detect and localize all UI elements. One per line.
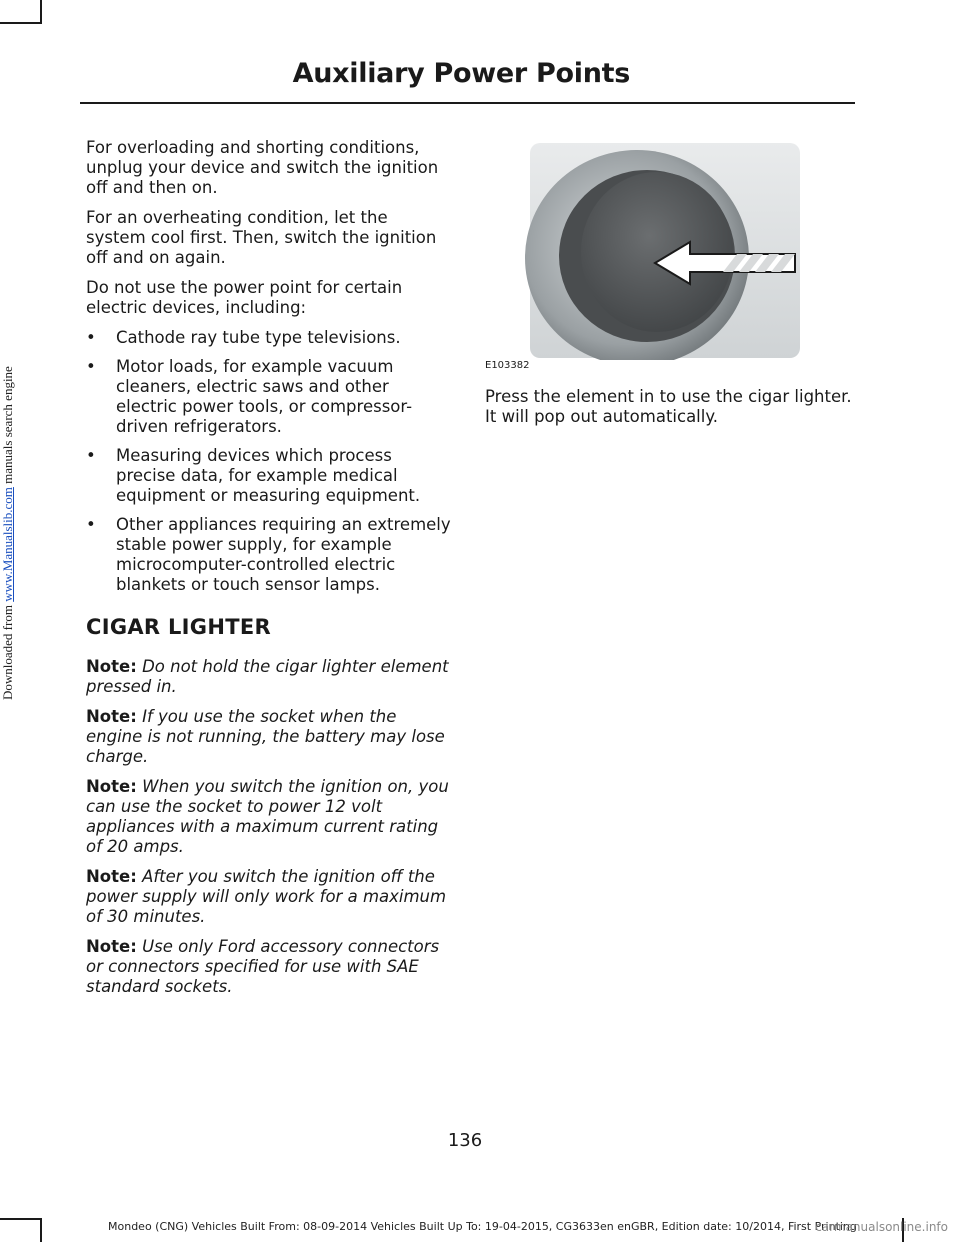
download-banner bbox=[0, 0, 16, 700]
footer-text: Mondeo (CNG) Vehicles Built From: 08-09-2014 Vehicles Built Up To: 19-04-2015, CG3633en enGBR, Edition date: 10/2014, First Printing bbox=[108, 1220, 857, 1233]
list-item-text: Motor loads, for example vacuum cleaners, electric saws and other electric power tools, or compressor-driven refrigerators. bbox=[116, 357, 413, 436]
left-column bbox=[86, 138, 451, 1007]
note-label: Note: bbox=[86, 937, 137, 956]
note-text: If you use the socket when the engine is not running, the battery may lose charge. bbox=[86, 707, 445, 766]
note-label: Note: bbox=[86, 657, 137, 676]
list-item-text: Cathode ray tube type televisions. bbox=[116, 328, 401, 347]
note-label: Note: bbox=[86, 777, 137, 796]
list-item bbox=[86, 446, 451, 506]
list-item-text: Other appliances requiring an extremely stable power supply, for example microcomputer-controlled electric blankets or touch sensor lamps. bbox=[116, 515, 451, 594]
note bbox=[86, 657, 451, 697]
figure-caption: Press the element in to use the cigar lighter. It will pop out automatically. bbox=[485, 387, 852, 426]
note-label: Note: bbox=[86, 867, 137, 886]
note bbox=[86, 867, 451, 927]
device-list bbox=[86, 328, 451, 595]
banner-suffix: manuals search engine bbox=[0, 366, 15, 488]
manualslib-link[interactable]: www.Manualslib.com bbox=[0, 487, 15, 602]
note-text: When you switch the ignition on, you can use the socket to power 12 volt appliances with a maximum current rating of 20 amps. bbox=[86, 777, 449, 856]
bullet: • bbox=[86, 357, 96, 376]
paragraph: Do not use the power point for certain electric devices, including: bbox=[86, 278, 403, 317]
note-text: After you switch the ignition off the power supply will only work for a maximum of 30 minutes. bbox=[86, 867, 447, 926]
cigar-lighter-figure bbox=[485, 138, 855, 375]
list-item bbox=[86, 328, 451, 348]
note bbox=[86, 937, 451, 997]
note bbox=[86, 707, 451, 767]
right-column bbox=[485, 138, 855, 437]
cigar-lighter-illustration bbox=[485, 138, 855, 360]
paragraph: For an overheating condition, let the system cool first. Then, switch the ignition off and on again. bbox=[86, 208, 437, 267]
banner-prefix: Downloaded from bbox=[0, 601, 15, 700]
note-text: Use only Ford accessory connectors or connectors specified for use with SAE standard sockets. bbox=[86, 937, 440, 996]
header-divider bbox=[80, 102, 855, 104]
note-label: Note: bbox=[86, 707, 137, 726]
list-item bbox=[86, 357, 451, 437]
crop-mark bbox=[0, 1218, 42, 1220]
bullet: • bbox=[86, 328, 96, 347]
bullet: • bbox=[86, 515, 96, 534]
note-text: Do not hold the cigar lighter element pressed in. bbox=[86, 657, 449, 696]
section-heading: CIGAR LIGHTER bbox=[86, 615, 271, 639]
bullet: • bbox=[86, 446, 96, 465]
paragraph: For overloading and shorting conditions, unplug your device and switch the ignition off and then on. bbox=[86, 138, 439, 197]
list-item-text: Measuring devices which process precise data, for example medical equipment or measuring equipment. bbox=[116, 446, 421, 505]
page-title: Auxiliary Power Points bbox=[292, 58, 630, 89]
lighter-knob bbox=[581, 172, 733, 332]
figure-code: E103382 bbox=[485, 360, 530, 371]
crop-mark bbox=[40, 1218, 42, 1242]
list-item bbox=[86, 515, 451, 595]
page-number: 136 bbox=[447, 1130, 483, 1151]
watermark: carmanualsonline.info bbox=[815, 1220, 948, 1234]
note bbox=[86, 777, 451, 857]
crop-mark bbox=[40, 0, 42, 24]
